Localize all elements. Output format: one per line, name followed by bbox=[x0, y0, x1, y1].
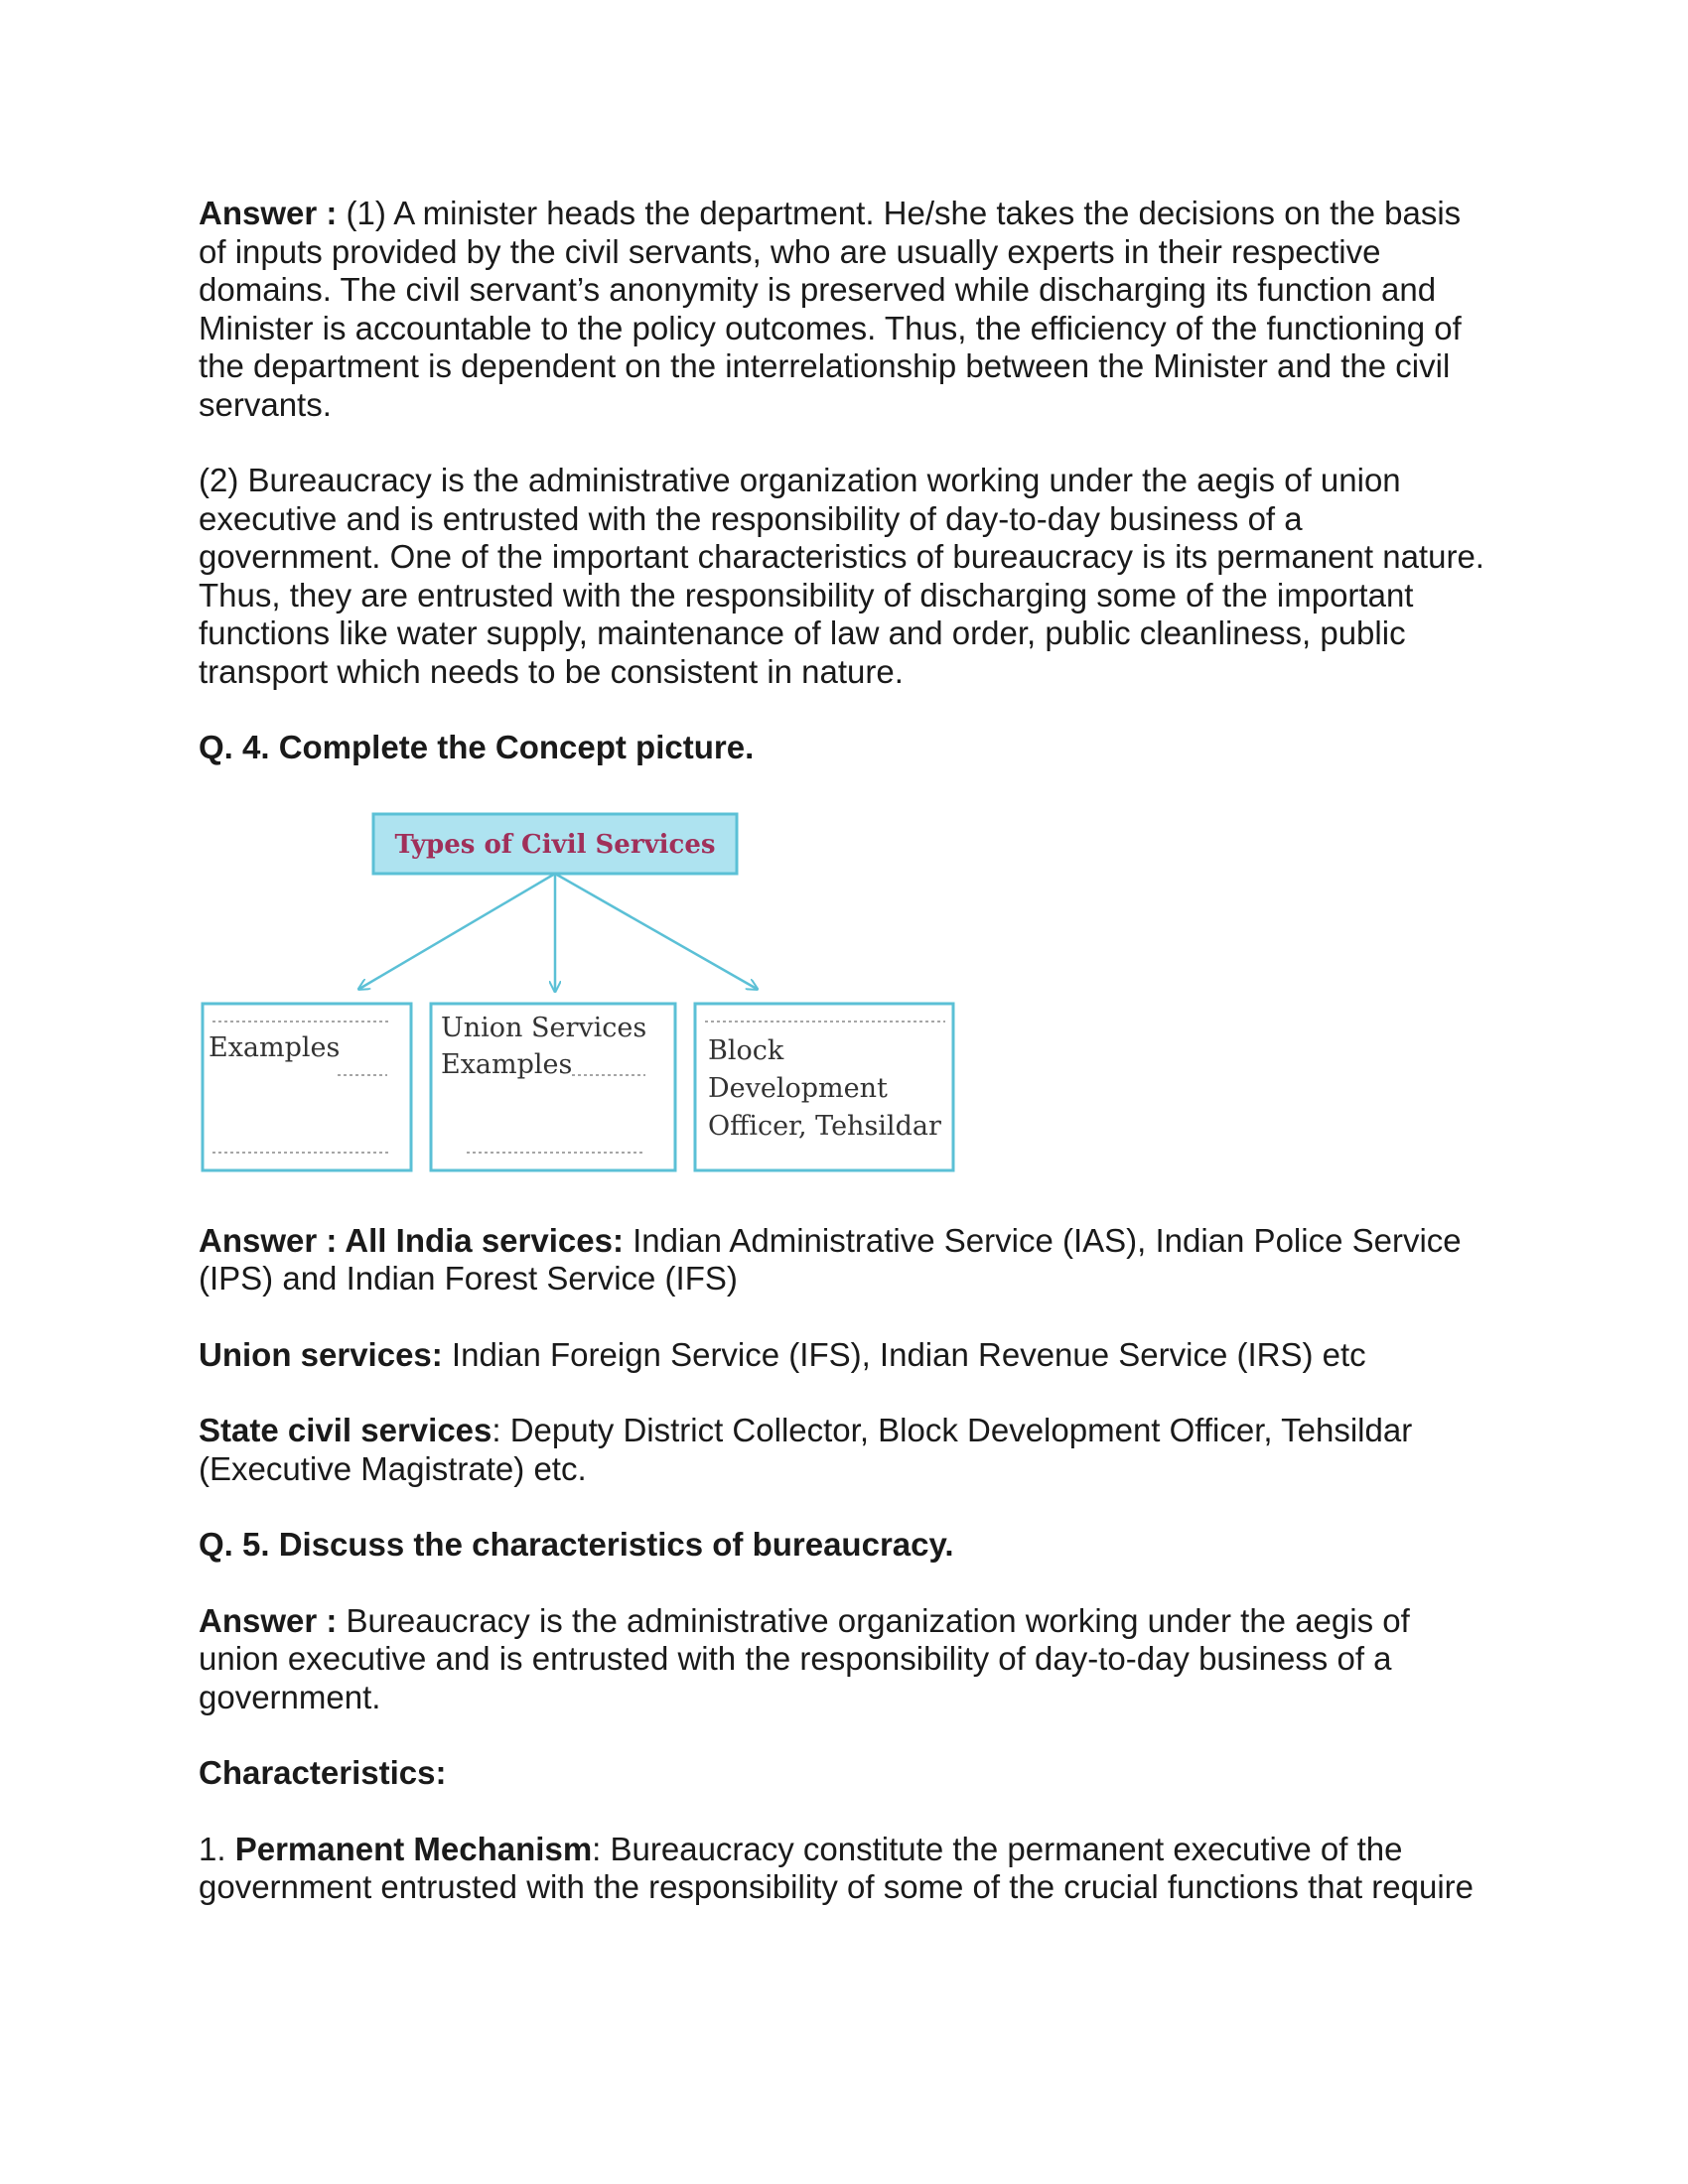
diagram-box-middle bbox=[431, 1004, 675, 1170]
answer-3-part-2 bbox=[199, 462, 1489, 691]
arrow-left bbox=[359, 874, 555, 989]
characteristics-heading: Characteristics: bbox=[199, 1754, 447, 1791]
arrow-right bbox=[555, 874, 757, 989]
answer-text: (2) Bureaucracy is the administrative organization working under the aegis of union executive and is entrusted with the responsibility of day-to-day business of a government. One of the important characteristics of bureaucracy is its permanent nature. Thus, they are entrusted with the responsibility of discharging some of the important functions like water supply, maintenance of law and order, public cleanliness, public transport which needs to be consistent in nature. bbox=[199, 462, 1484, 690]
box-right-line2: Development bbox=[708, 1072, 888, 1104]
answer-label: Answer : All India services: bbox=[199, 1221, 624, 1259]
answer-4-state bbox=[199, 1412, 1489, 1488]
state-services-text: : Deputy District Collector, Block Development Officer, Tehsildar (Executive Magistrate) etc. bbox=[199, 1412, 1413, 1487]
characteristic-item-1 bbox=[199, 1831, 1489, 1907]
answer-3-part-1 bbox=[199, 195, 1489, 424]
question-5-heading: Q. 5. Discuss the characteristics of bureaucracy. bbox=[199, 1526, 954, 1563]
answer-label: Answer : bbox=[199, 1601, 338, 1639]
answer-5 bbox=[199, 1602, 1489, 1717]
answer-label: Answer : bbox=[199, 195, 338, 231]
diagram-box-left bbox=[203, 1004, 411, 1170]
answer-text: (1) A minister heads the department. He/she takes the decisions on the basis of inputs provided by the civil servants, who are usually experts in their respective domains. The civil servant’s anonymity is preserved while discharging its function and Minister is accountable to the policy outcomes. Thus, the efficiency of the functioning of the department is dependent on the interrelationship between the Minister and the civil servants. bbox=[199, 195, 1462, 423]
concept-diagram bbox=[199, 805, 993, 1202]
box-right-line1: Block bbox=[708, 1034, 784, 1066]
box-middle-line1: Union Services bbox=[441, 1012, 647, 1043]
box-right-line3: Officer, Tehsildar bbox=[708, 1110, 941, 1142]
answer-text: Bureaucracy is the administrative organization working under the aegis of union executive and is entrusted with the responsibility of day-to-day business of a government. bbox=[199, 1601, 1410, 1715]
box-middle-line2: Examples bbox=[441, 1048, 573, 1080]
page-content bbox=[199, 195, 1489, 1945]
box-left-frame bbox=[203, 1004, 411, 1170]
question-4-heading: Q. 4. Complete the Concept picture. bbox=[199, 729, 755, 765]
item-text: : Bureaucracy constitute the permanent executive of the government entrusted with the responsibility of some of the crucial functions that require bbox=[199, 1830, 1475, 1905]
item-number: 1. bbox=[199, 1830, 235, 1867]
union-services-label: Union services: bbox=[199, 1335, 443, 1373]
box-left-label: Examples bbox=[209, 1031, 341, 1063]
state-services-label: State civil services bbox=[199, 1412, 492, 1448]
union-services-text: Indian Foreign Service (IFS), Indian Revenue Service (IRS) etc bbox=[442, 1335, 1366, 1373]
item-label: Permanent Mechanism bbox=[234, 1830, 593, 1867]
root-label: Types of Civil Services bbox=[394, 829, 716, 860]
answer-text: Indian Administrative Service (IAS), Indian Police Service (IPS) and Indian Forest Service (IFS) bbox=[199, 1221, 1462, 1297]
diagram-root-node bbox=[373, 814, 737, 874]
answer-4-all-india bbox=[199, 1222, 1489, 1298]
concept-diagram-svg bbox=[199, 805, 993, 1202]
diagram-box-right bbox=[695, 1004, 953, 1170]
answer-4-union bbox=[199, 1336, 1489, 1375]
